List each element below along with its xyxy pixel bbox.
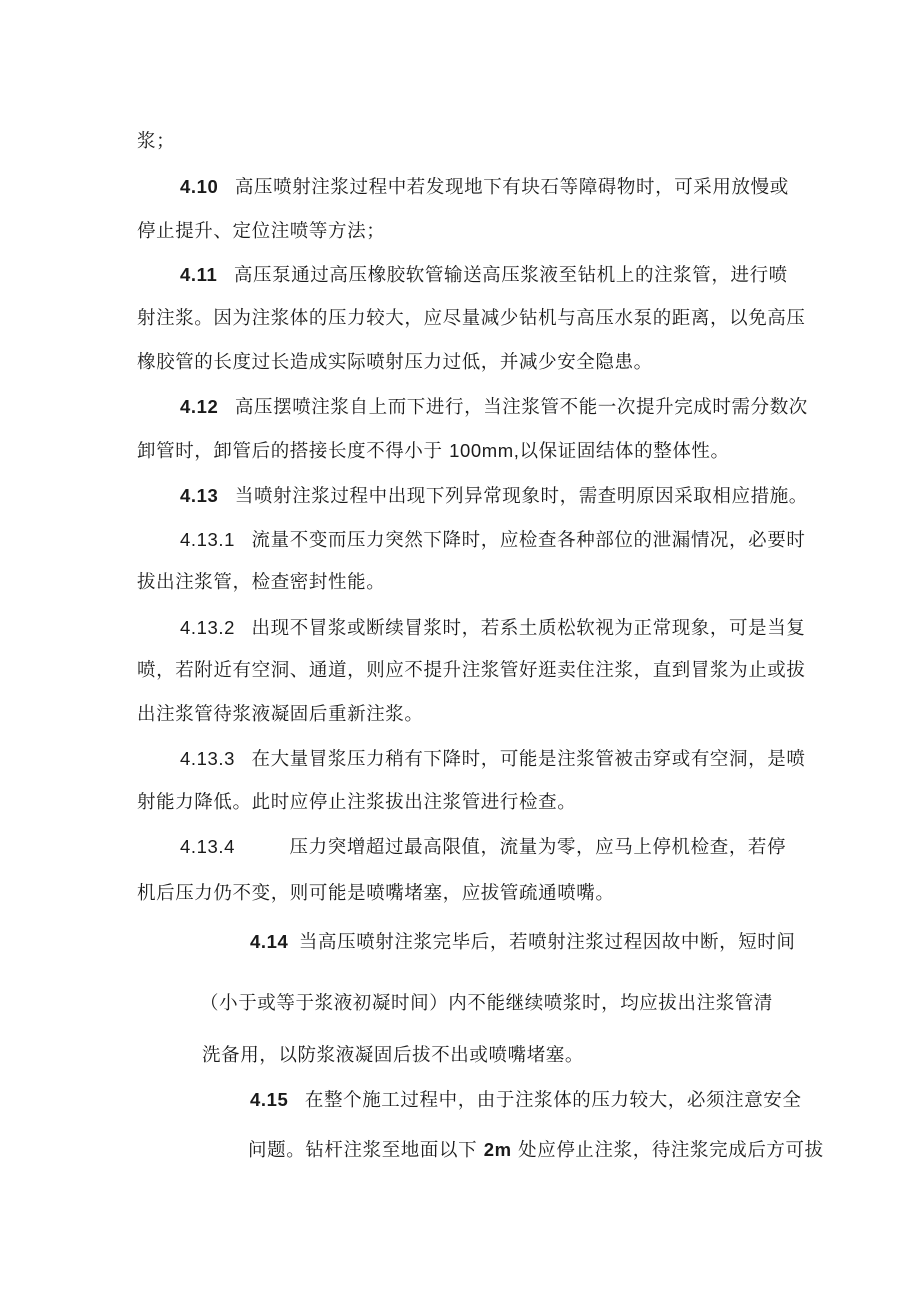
paragraph-4-13-1-line-1 (180, 528, 805, 553)
clause-text: 卸管时，卸管后的搭接长度不得小于 (137, 441, 450, 462)
paragraph-4-13-3-line-1 (180, 747, 805, 772)
dimension-value: 100mm, (449, 440, 520, 461)
paragraph-4-11-line-2: 射注浆。因为注浆体的压力较大，应尽量减少钻机与高压水泵的距离，以免高压 (137, 308, 806, 329)
paragraph-4-11-line-3: 橡胶管的长度过长造成实际喷射压力过低，并减少安全隐患。 (137, 352, 653, 373)
clause-text: 处应停止注浆，待注浆完成后方可拔 (511, 1140, 824, 1161)
paragraph-4-13-4-line-2: 机后压力仍不变，则可能是喷嘴堵塞，应拔管疏通喷嘴。 (137, 883, 615, 904)
clause-text: 问题。钻杆注浆至地面以下 (248, 1140, 484, 1161)
clause-text: 高压摆喷注浆自上而下进行，当注浆管不能一次提升完成时需分数次 (234, 397, 808, 418)
paragraph-4-14-line-2: （小于或等于浆液初凝时间）内不能继续喷浆时，均应拔出注浆管清 (200, 993, 774, 1014)
clause-text: 在大量冒浆压力稍有下降时，可能是注浆管被击穿或有空洞，是喷 (251, 749, 806, 770)
clause-text: 出现不冒浆或断续冒浆时，若系土质松软视为正常现象，可是当复 (251, 618, 806, 639)
clause-number: 4.15 (250, 1089, 289, 1110)
clause-number: 4.13.2 (180, 617, 236, 638)
clause-number: 4.13 (180, 485, 219, 506)
clause-text: 在整个施工过程中，由于注浆体的压力较大，必须注意安全 (304, 1090, 802, 1111)
paragraph-4-15-line-2 (248, 1138, 824, 1163)
paragraph-4-14-line-1 (250, 930, 796, 955)
clause-text: 当喷射注浆过程中出现下列异常现象时，需查明原因采取相应措施。 (234, 486, 808, 507)
clause-text: 当高压喷射注浆完毕后，若喷射注浆过程因故中断，短时间 (298, 932, 796, 953)
clause-number: 4.13.1 (180, 529, 236, 550)
clause-text: 以保证固结体的整体性。 (519, 441, 730, 462)
paragraph-4-11-line-1 (180, 263, 788, 288)
paragraph-4-13-1-line-2: 拔出注浆管，检查密封性能。 (137, 572, 386, 593)
paragraph-4-10-line-2: 停止提升、定位注喷等方法； (137, 221, 386, 242)
clause-text: 高压泵通过高压橡胶软管输送高压浆液至钻机上的注浆管，进行喷 (233, 265, 788, 286)
paragraph-4-13-2-line-2: 喷，若附近有空洞、通道，则应不提升注浆管好逛卖住注浆，直到冒浆为止或拔 (137, 660, 806, 681)
paragraph-4-13-2-line-3: 出注浆管待浆液凝固后重新注浆。 (137, 704, 424, 725)
clause-number: 4.12 (180, 396, 219, 417)
dimension-value: 2m (483, 1139, 512, 1160)
text-line: 浆； (137, 131, 176, 152)
paragraph-4-13-2-line-1 (180, 616, 805, 641)
clause-number: 4.11 (180, 264, 218, 285)
paragraph-4-13-line-1 (180, 484, 808, 509)
paragraph-4-12-line-1 (180, 395, 808, 420)
paragraph-4-15-line-1 (250, 1088, 802, 1113)
clause-text: 高压喷射注浆过程中若发现地下有块石等障碍物时，可采用放慢或 (234, 177, 789, 198)
paragraph-4-10-line-1 (180, 175, 789, 200)
clause-number: 4.13.4 (180, 836, 236, 857)
paragraph-4-13-4-line-1 (180, 835, 786, 860)
clause-number: 4.10 (180, 176, 219, 197)
clause-number: 4.13.3 (180, 748, 236, 769)
clause-number: 4.14 (250, 931, 289, 952)
paragraph-4-13-3-line-2: 射能力降低。此时应停止注浆拔出注浆管进行检查。 (137, 792, 577, 813)
clause-text: 压力突增超过最高限值，流量为零，应马上停机检查，若停 (289, 837, 787, 858)
paragraph-4-14-line-3: 洗备用，以防浆液凝固后拔不出或喷嘴堵塞。 (202, 1045, 585, 1066)
clause-text: 流量不变而压力突然下降时，应检查各种部位的泄漏情况，必要时 (251, 530, 806, 551)
paragraph-4-12-line-2 (137, 439, 730, 464)
